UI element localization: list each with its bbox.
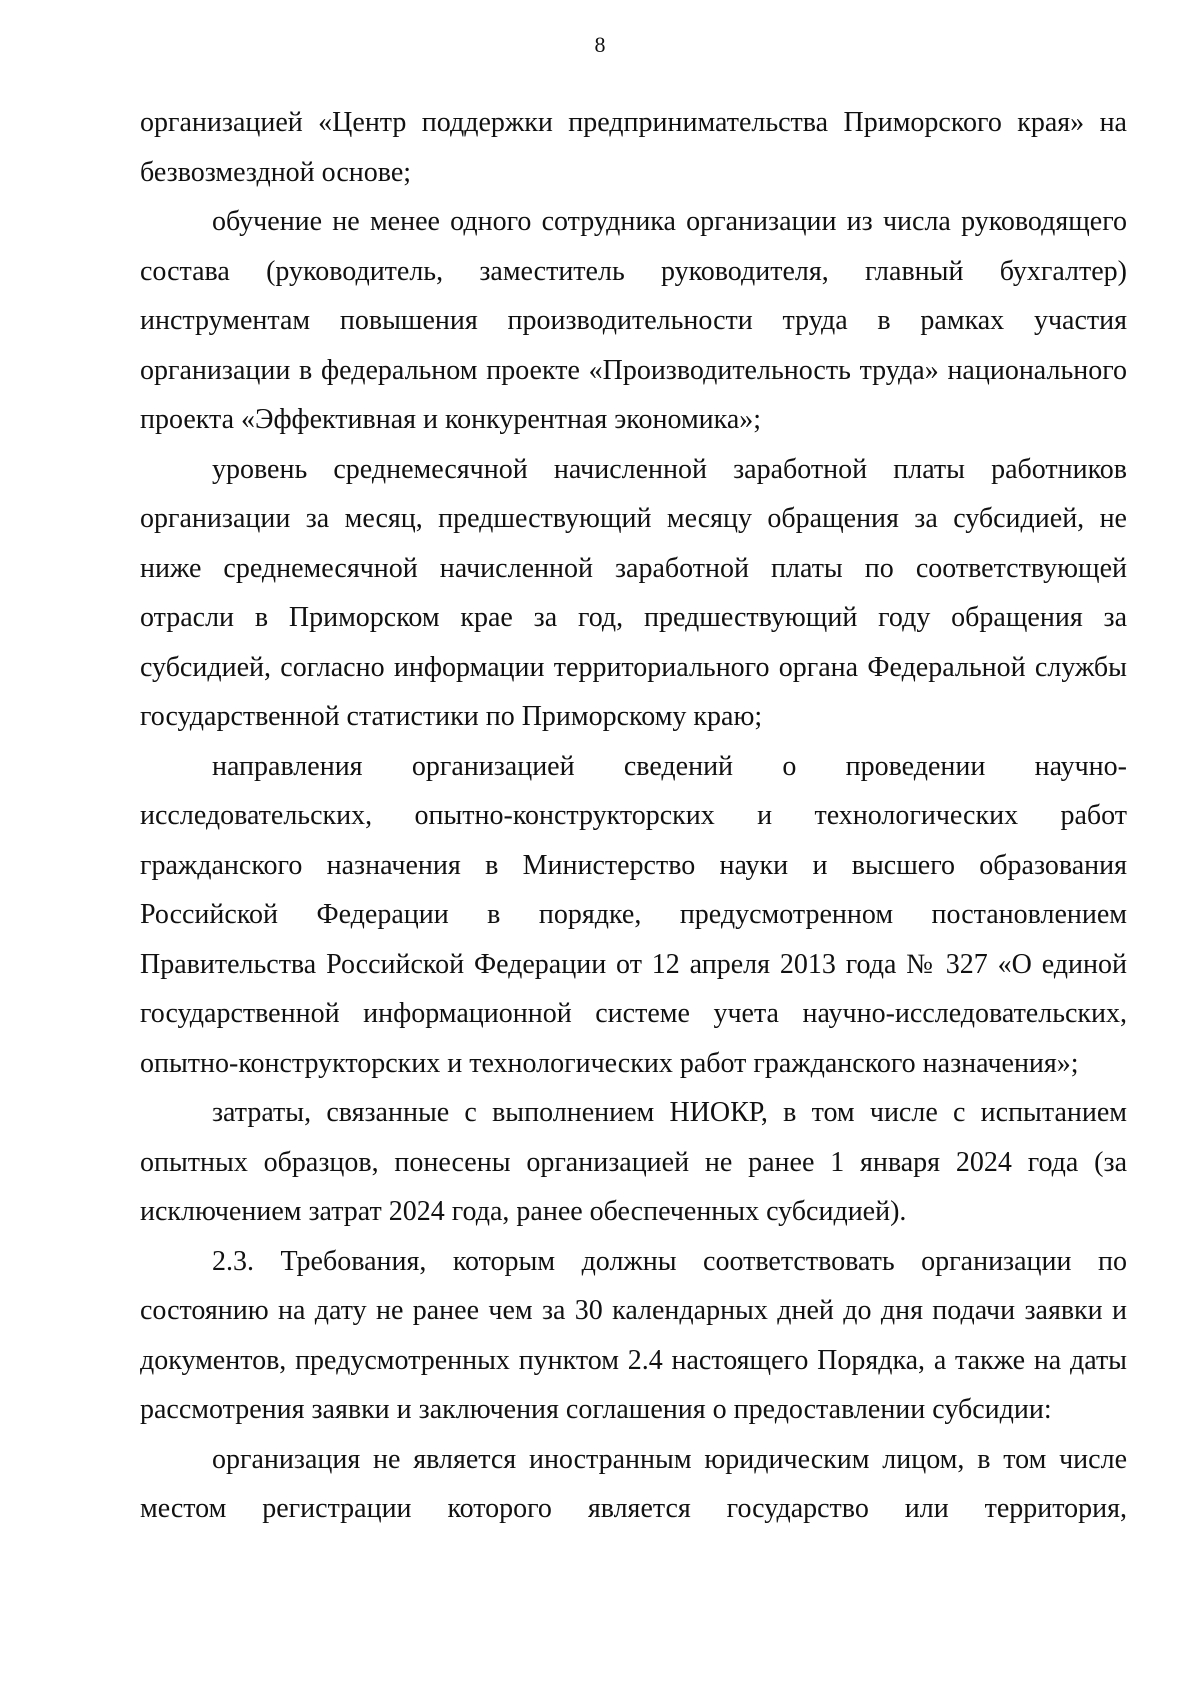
paragraph-section-2-3: 2.3. Требования, которым должны соответствовать организации по состоянию на дату не ранее чем за 30 календарных дней до дня подачи заявки и документов, предусмотренных пунктом 2.4 настоящего Порядка, а также на даты рассмотрения заявки и заключения соглашения о предоставлении субсидии: bbox=[140, 1245, 1127, 1425]
paragraph-4: направления организацией сведений о проведении научно-исследовательских, опытно-конструкторских и технологических работ гражданского назначения в Министерство науки и высшего образования Российской Федерации в порядке, предусмотренном постановлением Правительства Российской Федерации от 12 апреля 2013 года № 327 «О единой государственной информационной системе учета научно-исследовательских, опытно-конструкторских и технологических работ гражданского назначения»; bbox=[140, 750, 1127, 1079]
paragraph-7: организация не является иностранным юридическим лицом, в том числе местом регистрации которого является государство или территория, bbox=[140, 1443, 1127, 1524]
paragraph-2: обучение не менее одного сотрудника организации из числа руководящего состава (руководитель, заместитель руководителя, главный бухгалтер) инструментам повышения производительности труда в рамках участия организации в федеральном проекте «Производительность труда» национального проекта «Эффективная и конкурентная экономика»; bbox=[140, 206, 1127, 435]
paragraph-5: затраты, связанные с выполнением НИОКР, в том числе с испытанием опытных образцов, понесены организацией не ранее 1 января 2024 года (за исключением затрат 2024 года, ранее обеспеченных субсидией). bbox=[140, 1097, 1127, 1227]
paragraph-3: уровень среднемесячной начисленной заработной платы работников организации за месяц, предшествующий месяцу обращения за субсидией, не ниже среднемесячной начисленной заработной платы по соответствующей отрасли в Приморском крае за год, предшествующий году обращения за субсидией, согласно информации территориального органа Федеральной службы государственной статистики по Приморскому краю; bbox=[140, 453, 1127, 732]
paragraph-1: организацией «Центр поддержки предпринимательства Приморского края» на безвозмездной основе; bbox=[140, 107, 1127, 188]
page-number: 8 bbox=[594, 32, 606, 57]
document-body bbox=[140, 98, 1127, 1534]
